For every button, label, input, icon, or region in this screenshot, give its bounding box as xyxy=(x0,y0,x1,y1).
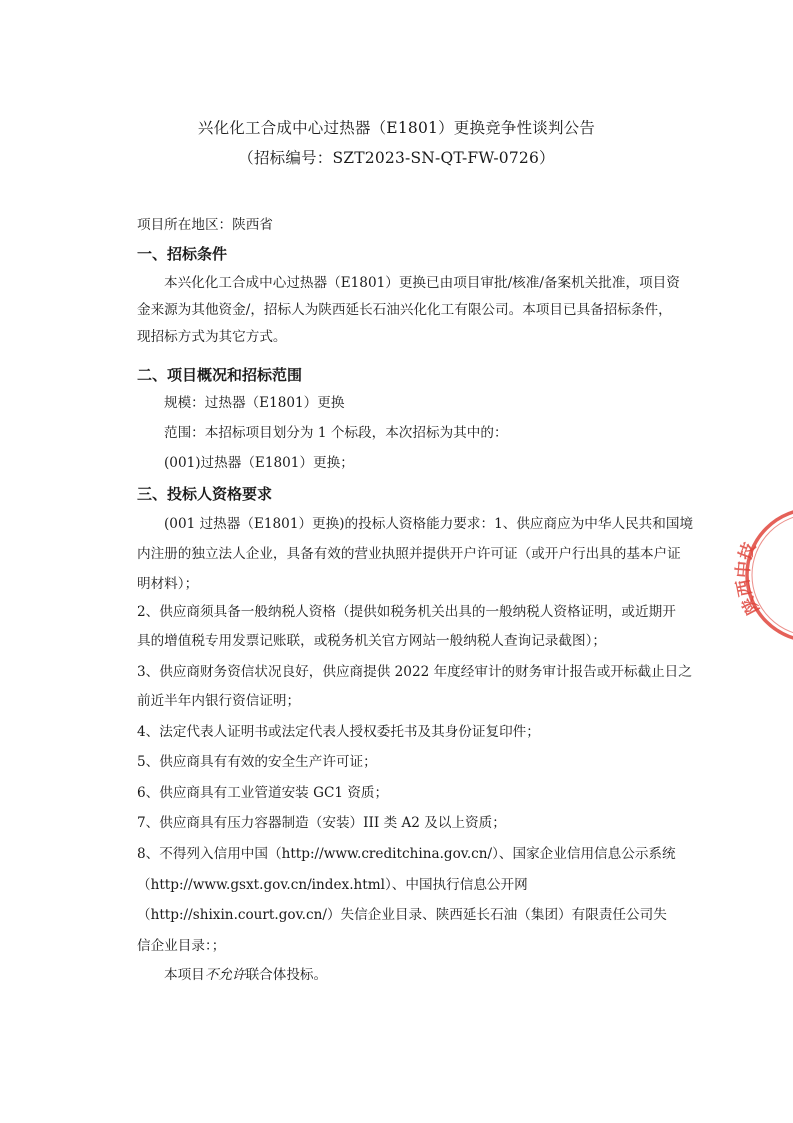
section-2-heading: 二、项目概况和招标范围 xyxy=(137,366,303,384)
requirement-3-line-1: 3、供应商财务资信状况良好，供应商提供 2022 年度经审计的财务审计报告或开标截止日之 xyxy=(137,664,692,680)
section-1-para-line-2: 金来源为其他资金/，招标人为陕西延长石油兴化化工有限公司。本项目已具备招标条件， xyxy=(137,302,672,318)
requirement-2-line-2: 具的增值税专用发票记账联，或税务机关官方网站一般纳税人查询记录截图）； xyxy=(137,633,606,649)
requirement-1-line-2: 内注册的独立法人企业，具备有效的营业执照并提供开户许可证（或开户行出具的基本户证 xyxy=(137,546,681,562)
section-1-para-line-1: 本兴化化工合成中心过热器（E1801）更换已由项目审批/核准/备案机关批准，项目资 xyxy=(164,275,680,291)
requirement-8-line-2: （http://www.gsxt.gov.cn/index.html）、中国执行信息公开网 xyxy=(137,877,528,893)
lot-item: (001)过热器（E1801）更换； xyxy=(164,455,354,471)
requirement-4: 4、法定代表人证明书或法定代表人授权委托书及其身份证复印件； xyxy=(137,724,540,740)
project-scope: 范围：本招标项目划分为 1 个标段，本次招标为其中的： xyxy=(164,425,508,441)
requirement-8-line-3: （http://shixin.court.gov.cn/）失信企业目录、陕西延长石油（集团）有限责任公司失 xyxy=(137,907,667,923)
requirement-5: 5、供应商具有有效的安全生产许可证； xyxy=(137,754,377,770)
requirement-1-line-3: 明材料）； xyxy=(137,576,199,592)
project-scale: 规模：过热器（E1801）更换 xyxy=(164,395,345,411)
seal-text: 陕西中技 xyxy=(733,540,764,618)
section-1-para-line-3: 现招标方式为其它方式。 xyxy=(137,329,287,345)
requirement-8-line-4: 信企业目录：； xyxy=(137,938,226,954)
document-title: 兴化化工合成中心过热器（E1801）更换竞争性谈判公告 xyxy=(197,119,596,137)
consortium-statement xyxy=(164,966,327,984)
requirement-3-line-2: 前近半年内银行资信证明； xyxy=(137,693,301,709)
requirement-2-line-1: 2、供应商须具备一般纳税人资格（提供如税务机关出具的一般纳税人资格证明，或近期开 xyxy=(137,604,676,620)
requirement-7: 7、供应商具有压力容器制造（安装）III 类 A2 及以上资质； xyxy=(137,815,506,831)
requirement-8-line-1: 8、不得列入信用中国（http://www.creditchina.gov.cn/）、国家企业信用信息公示系统 xyxy=(137,846,676,862)
red-seal-stamp xyxy=(733,500,793,650)
requirement-1-line-1: (001 过热器（E1801）更换)的投标人资格能力要求：1、供应商应为中华人民共和国境 xyxy=(164,516,694,532)
tender-number: （招标编号：SZT2023-SN-QT-FW-0726） xyxy=(238,149,555,167)
section-1-heading: 一、招标条件 xyxy=(137,245,228,263)
requirement-6: 6、供应商具有工业管道安装 GC1 资质； xyxy=(137,785,389,801)
section-3-heading: 三、投标人资格要求 xyxy=(137,485,273,503)
consortium-statement-pre: 本项目 xyxy=(164,967,205,983)
project-region: 项目所在地区：陕西省 xyxy=(137,217,273,233)
consortium-statement-post: 联合体投标。 xyxy=(245,967,328,983)
consortium-statement-emphasis: 不允许 xyxy=(204,967,246,983)
